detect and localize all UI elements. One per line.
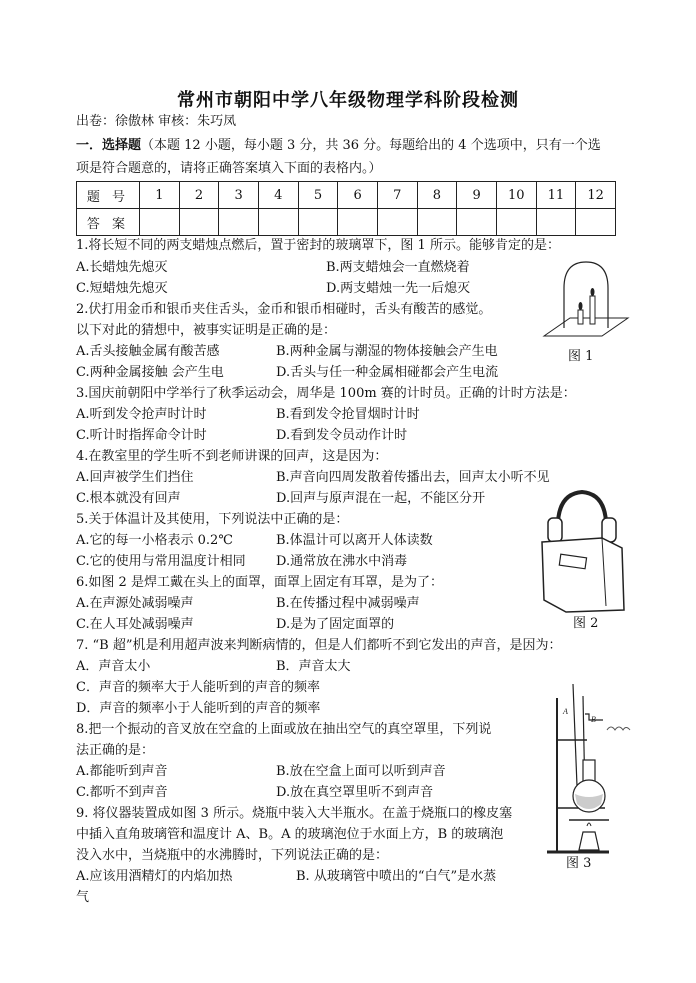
table-head-number: 题 号 [77, 182, 140, 209]
white-steam [607, 727, 630, 730]
question-8-stem-line2: 法正确的是： [76, 743, 155, 758]
answer-cell[interactable] [536, 209, 576, 236]
figure-2-welding-mask [536, 488, 626, 616]
question-8-option-a: A.都能听到声音 [76, 764, 168, 779]
question-2-option-b: B.两种金属与潮湿的物体接触会产生电 [276, 344, 498, 359]
question-1-option-c: C.短蜡烛先熄灭 [76, 281, 168, 296]
question-8-stem-line1: 8.把一个振动的音叉放在空盒的上面或放在抽出空气的真空罩里，下列说 [76, 722, 492, 737]
question-7-option-a: A．声音太小 [76, 659, 151, 674]
question-9-stem-line2: 中插入直角玻璃管和温度计 A、B。A 的玻璃泡位于水面上方，B 的玻璃泡 [76, 827, 504, 842]
short-candle-flame [579, 302, 583, 310]
question-3-stem: 3.国庆前朝阳中学举行了秋季运动会，周华是 100m 赛的计时员。正确的计时方法是： [76, 386, 576, 401]
thermometer-b-label: B [591, 715, 596, 724]
table-cell-number: 4 [258, 182, 298, 209]
question-7-stem: 7. “B 超”机是利用超声波来判断病情的，但是人们都听不到它发出的声音，是因为： [76, 638, 562, 653]
question-5-stem: 5.关于体温计及其使用，下列说法中正确的是： [76, 512, 349, 527]
question-9-option-a: A.应该用酒精灯的内焰加热 [76, 869, 233, 884]
section-intro-line2: 项是符合题意的，请将正确答案填入下面的表格内。） [76, 161, 382, 176]
table-cell-number: 3 [219, 182, 259, 209]
figure-3-boiling-apparatus [543, 676, 633, 858]
answer-table-number-row [77, 182, 616, 209]
left-ear-cup [548, 518, 562, 542]
question-2-stem-line2: 以下对此的猜想中，被事实证明是正确的是： [76, 323, 337, 338]
question-6-option-c: C.在人耳处减弱噪声 [76, 617, 194, 632]
question-1-stem: 1.将长短不同的两支蜡烛点燃后，置于密封的玻璃罩下，图 1 所示。能够肯定的是： [76, 238, 560, 253]
answer-cell[interactable] [377, 209, 417, 236]
table-cell-number: 10 [496, 182, 536, 209]
section-intro-line1 [76, 137, 601, 155]
table-cell-number: 5 [298, 182, 338, 209]
section-intro-text1: （本题 12 小题，每小题 3 分，共 36 分。每题给出的 4 个选项中，只有一个选 [141, 138, 601, 153]
question-3-option-a: A.听到发令抢声时计时 [76, 407, 207, 422]
answer-cell[interactable] [298, 209, 338, 236]
alcohol-lamp [579, 832, 599, 850]
figure-1-bell-jar [540, 258, 630, 348]
thermometer-a [573, 684, 577, 786]
answer-cell[interactable] [179, 209, 219, 236]
figure-1-label: 图 1 [568, 349, 594, 364]
question-6-stem: 6.如图 2 是焊工戴在头上的面罩，面罩上固定有耳罩，是为了： [76, 575, 443, 590]
question-4-option-c: C.根本就没有回声 [76, 491, 181, 506]
question-6-option-d: D.是为了固定面罩的 [276, 617, 395, 632]
thermometer-a-label: A [563, 707, 568, 716]
question-6-option-b: B.在传播过程中减弱噪声 [276, 596, 420, 611]
question-7-option-b: B．声音太大 [276, 659, 351, 674]
authors-line: 出卷：徐傲林 审核：朱巧凤 [76, 114, 237, 129]
table-cell-number: 1 [140, 182, 180, 209]
answer-cell[interactable] [417, 209, 457, 236]
long-candle [590, 296, 595, 324]
question-2-stem-line1: 2.伏打用金币和银币夹住舌头，金币和银币相碰时，舌头有酸苦的感觉。 [76, 302, 492, 317]
question-7-option-c: C．声音的频率大于人能听到的声音的频率 [76, 680, 320, 695]
section-label: 一．选择题 [76, 138, 142, 153]
question-5-option-a: A.它的每一小格表示 0.2℃ [76, 533, 233, 548]
answer-cell[interactable] [338, 209, 378, 236]
question-8-option-b: B.放在空盒上面可以听到声音 [276, 764, 446, 779]
question-5-option-d: D.通常放在沸水中消毒 [276, 554, 408, 569]
table-cell-number: 6 [338, 182, 378, 209]
answer-cell[interactable] [258, 209, 298, 236]
table-cell-number: 7 [377, 182, 417, 209]
table-cell-number: 8 [417, 182, 457, 209]
question-9-stem-line1: 9. 将仪器装置成如图 3 所示。烧瓶中装入大半瓶水。在盖于烧瓶口的橡皮塞 [76, 806, 513, 821]
table-cell-number: 12 [576, 182, 616, 209]
question-4-option-d: D.回声与原声混在一起，不能区分开 [276, 491, 486, 506]
question-4-option-b: B.声音向四周发散着传播出去，回声太小听不见 [276, 470, 550, 485]
question-2-option-d: D.舌头与任一种金属相碰都会产生电流 [276, 365, 499, 380]
question-8-option-c: C.都听不到声音 [76, 785, 168, 800]
question-1-option-d: D.两支蜡烛一先一后熄灭 [326, 281, 471, 296]
question-8-option-d: D.放在真空罩里听不到声音 [276, 785, 434, 800]
question-3-option-c: C.听计时指挥命令计时 [76, 428, 207, 443]
table-head-answer: 答 案 [77, 209, 140, 236]
answer-cell[interactable] [576, 209, 616, 236]
question-1-option-a: A.长蜡烛先熄灭 [76, 260, 168, 275]
headband [558, 492, 606, 532]
answer-cell[interactable] [140, 209, 180, 236]
flask-neck [583, 760, 595, 782]
question-5-option-b: B.体温计可以离开人体读数 [276, 533, 433, 548]
question-4-stem: 4.在教室里的学生听不到老师讲课的回声，这是因为： [76, 449, 388, 464]
question-1-option-b: B.两支蜡烛会一直燃烧着 [326, 260, 470, 275]
question-4-option-a: A.回声被学生们挡住 [76, 470, 194, 485]
question-6-option-a: A.在声源处减弱噪声 [76, 596, 194, 611]
short-candle [578, 310, 583, 324]
question-9-option-b-continued: 气 [76, 890, 90, 905]
long-candle-flame [591, 288, 595, 296]
table-cell-number: 2 [179, 182, 219, 209]
question-5-option-c: C.它的使用与常用温度计相同 [76, 554, 246, 569]
question-3-option-b: B.看到发令抢冒烟时计时 [276, 407, 420, 422]
lamp-flame [587, 823, 591, 826]
answer-cell[interactable] [219, 209, 259, 236]
face-shield [542, 538, 624, 612]
question-3-option-d: D.看到发令员动作计时 [276, 428, 408, 443]
page-title: 常州市朝阳中学八年级物理学科阶段检测 [177, 90, 519, 111]
answer-cell[interactable] [496, 209, 536, 236]
answer-cell[interactable] [457, 209, 497, 236]
table-cell-number: 11 [536, 182, 576, 209]
question-9-option-b: B. 从玻璃管中喷出的“白气”是水蒸 [296, 869, 497, 884]
question-2-option-a: A.舌头接触金属有酸苦感 [76, 344, 220, 359]
figure-2-label: 图 2 [573, 616, 599, 631]
question-9-stem-line3: 没入水中，当烧瓶中的水沸腾时，下列说法正确的是： [76, 848, 389, 863]
answer-table [76, 181, 616, 236]
answer-table-answer-row [77, 209, 616, 236]
table-cell-number: 9 [457, 182, 497, 209]
question-2-option-c: C.两种金属接触 会产生电 [76, 365, 224, 380]
question-7-option-d: D．声音的频率小于人能听到的声音的频率 [76, 701, 321, 716]
figure-3-label: 图 3 [566, 856, 592, 871]
